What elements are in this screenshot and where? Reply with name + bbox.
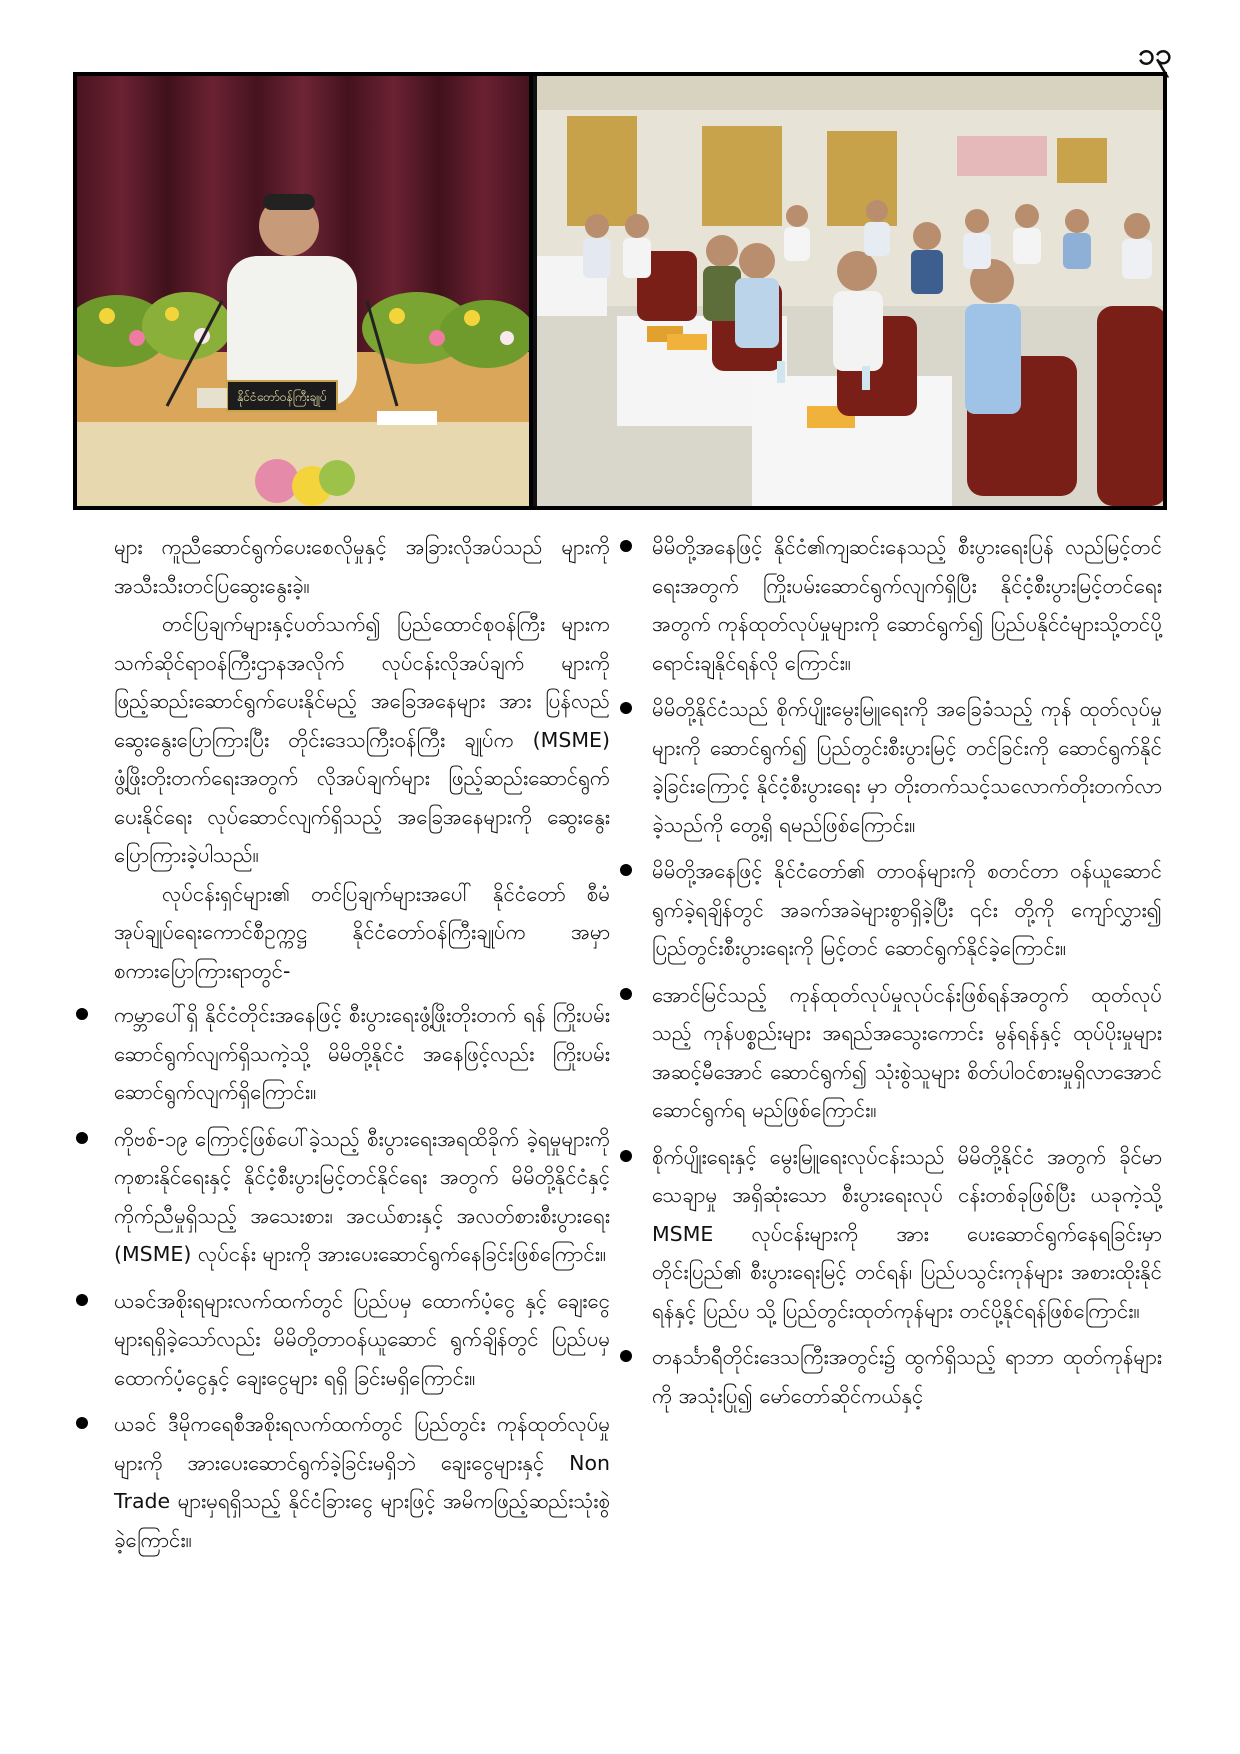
- bullet-icon: [620, 702, 632, 714]
- bullet-icon: [620, 988, 632, 1000]
- bullet-text: မိမိတို့နိုင်ငံသည် စိုက်ပျိုးမွေးမြူရေးကို အခြေခံသည့် ကုန် ထုတ်လုပ်မှုများကို ဆောင်ရွက်၍ ပြည်တွင်းစီးပွားမြင့် တင်ခြင်းကို ဆောင်ရွက်နိုင်ခဲ့ခြင်းကြောင့် နိုင်ငံ့စီးပွားရေး မှာ တိုးတက်သင့်သလောက်တိုးတက်လာခဲ့သည်ကို တွေ့ရှိ ရမည်ဖြစ်ကြောင်း။: [652, 697, 1162, 837]
- audience-photo-illustration: [537, 76, 1163, 506]
- paragraph: များ ကူညီဆောင်ရွက်ပေးစေလိုမှုနှင့် အခြားလိုအပ်သည် များကို အသီးသီးတင်ပြဆွေးနွေးခဲ့။: [114, 535, 610, 598]
- bullet-icon: [76, 1132, 88, 1144]
- bullet-icon: [620, 864, 632, 876]
- audience-photo: [537, 76, 1163, 506]
- bullet-text: ကိုဗစ်-၁၉ ကြောင့်ဖြစ်ပေါ်ခဲ့သည့် စီးပွားရေးအရထိခိုက် ခဲ့ရမှုများကို ကုစားနိုင်ရေးနှင့် နိုင်ငံ့စီးပွားမြင့်တင်နိုင်ရေး အတွက် မိမိတို့နိုင်ငံနှင့် ကိုက်ညီမှုရှိသည့် အသေးစား၊ အငယ်စားနှင့် အလတ်စားစီးပွားရေး (MSME) လုပ်ငန်း များကို အားပေးဆောင်ရွက်နေခြင်းဖြစ်ကြောင်း။: [114, 1126, 610, 1266]
- bullet-icon: [76, 1008, 88, 1020]
- bullet-item: [114, 1120, 610, 1274]
- bullet-icon: [76, 1294, 88, 1306]
- bullet-icon: [620, 1150, 632, 1162]
- bullet-text: တနင်္သာရီတိုင်းဒေသကြီးအတွင်း၌ ထွက်ရှိသည့် ရာဘာ ထုတ်ကုန်များကို အသုံးပြု၍ မော်တော်ဆိုင်ကယ်နှင့်: [652, 1345, 1162, 1408]
- bullet-icon: [620, 540, 632, 552]
- bullet-text: မိမိတို့အနေဖြင့် နိုင်ငံ၏ကျဆင်းနေသည့် စီးပွားရေးပြန် လည်မြင့်တင်ရေးအတွက် ကြိုးပမ်းဆောင်ရွက်လျက်ရှိပြီး နိုင်ငံ့စီးပွားမြင့်တင်ရေးအတွက် ကုန်ထုတ်လုပ်မှုများကို ဆောင်ရွက်၍ ပြည်ပနိုင်ငံများသို့တင်ပို့ရောင်းချနိုင်ရန်လို ကြောင်း။: [652, 535, 1162, 675]
- bullet-item: [636, 528, 1162, 682]
- bullet-text: စိုက်ပျိုးရေးနှင့် မွေးမြူရေးလုပ်ငန်းသည် မိမိတို့နိုင်ငံ အတွက် ခိုင်မာသေချာမှု အရှိဆုံးသော စီးပွားရေးလုပ် ငန်းတစ်ခုဖြစ်ပြီး ယခုကဲ့သို့ MSME လုပ်ငန်းများကို အား ပေးဆောင်ရွက်နေရခြင်းမှာ တိုင်းပြည်၏ စီးပွားရေးမြင့် တင်ရန်၊ ပြည်ပသွင်းကုန်များ အစားထိုးနိုင်ရန်နှင့် ပြည်ပ သို့ ပြည်တွင်းထုတ်ကုန်များ တင်ပို့နိုင်ရန်ဖြစ်ကြောင်း။: [652, 1144, 1162, 1323]
- speaker-photo-illustration: [77, 76, 529, 506]
- bullet-item: [114, 1282, 610, 1398]
- bullet-item: [636, 1138, 1162, 1331]
- bullet-list: [636, 528, 1162, 1415]
- paragraph: တင်ပြချက်များနှင့်ပတ်သက်၍ ပြည်ထောင်စုဝန်ကြီး များက သက်ဆိုင်ရာဝန်ကြီးဌာနအလိုက် လုပ်ငန်းလိုအပ်ချက် များကို ဖြည့်ဆည်းဆောင်ရွက်ပေးနိုင်မည့် အခြေအနေများ အား ပြန်လည်ဆွေးနွေးပြောကြားပြီး တိုင်းဒေသကြီးဝန်ကြီး ချုပ်က (MSME) ဖွံ့ဖြိုးတိုးတက်ရေးအတွက် လိုအပ်ချက်များ ဖြည့်ဆည်းဆောင်ရွက်ပေးနိုင်ရေး လုပ်ဆောင်လျက်ရှိသည့် အခြေအနေများကို ဆွေးနွေးပြောကြားခဲ့ပါသည်။: [114, 612, 610, 867]
- right-column: [636, 528, 1162, 1423]
- bullet-item: [636, 976, 1162, 1130]
- paragraph: လုပ်ငန်းရှင်များ၏ တင်ပြချက်များအပေါ် နိုင်ငံတော် စီမံအုပ်ချုပ်ရေးကောင်စီဥက္ကဋ္ဌ နိုင်ငံတော်ဝန်ကြီးချုပ်က အမှာ စကားပြောကြားရာတွင်-: [114, 881, 610, 983]
- bullet-text: မိမိတို့အနေဖြင့် နိုင်ငံတော်၏ တာဝန်များကို စတင်တာ ဝန်ယူဆောင်ရွက်ခဲ့ရချိန်တွင် အခက်အခဲများစွာရှိခဲ့ပြီး ၎င်း တို့ကို ကျော်လွှား၍ ပြည်တွင်းစီးပွားရေးကို မြင့်တင် ဆောင်ရွက်နိုင်ခဲ့ကြောင်း။: [652, 859, 1162, 960]
- left-column: [114, 528, 610, 1567]
- bullet-item: [636, 1338, 1162, 1415]
- bullet-item: [636, 852, 1162, 968]
- bullet-item: [636, 690, 1162, 844]
- bullet-text: အောင်မြင်သည့် ကုန်ထုတ်လုပ်မှုလုပ်ငန်းဖြစ်ရန်အတွက် ထုတ်လုပ်သည့် ကုန်ပစ္စည်းများ အရည်အသွေးကောင်း မွန်ရန်နှင့် ထုပ်ပိုးမှုများ အဆင့်မီအောင် ဆောင်ရွက်၍ သုံးစွဲသူများ စိတ်ပါဝင်စားမှုရှိလာအောင် ဆောင်ရွက်ရ မည်ဖြစ်ကြောင်း။: [652, 982, 1162, 1122]
- photo-panel: [73, 72, 1167, 510]
- speaker-photo: [77, 76, 537, 506]
- page-number: ၁၃: [1138, 37, 1172, 72]
- bullet-item: [114, 996, 610, 1112]
- bullet-icon: [76, 1417, 88, 1429]
- bullet-icon: [620, 1350, 632, 1362]
- bullet-text: ယခင် ဒီမိုကရေစီအစိုးရလက်ထက်တွင် ပြည်တွင်း ကုန်ထုတ်လုပ်မှုများကို အားပေးဆောင်ရွက်ခဲ့ခြင်းမရှိဘဲ ချေးငွေများနှင့် Non Trade များမှရရှိသည့် နိုင်ငံခြားငွေ များဖြင့် အမိကဖြည့်ဆည်းသုံးစွဲခဲ့ကြောင်း။: [114, 1412, 610, 1552]
- bullet-text: ယခင်အစိုးရများလက်ထက်တွင် ပြည်ပမှ ထောက်ပံ့ငွေ နှင့် ချေးငွေများရရှိခဲ့သော်လည်း မိမိတို့တာဝန်ယူဆောင် ရွက်ချိန်တွင် ပြည်ပမှ ထောက်ပံ့ငွေနှင့် ချေးငွေများ ရရှိ ခြင်းမရှိကြောင်း။: [114, 1288, 610, 1390]
- bullet-list: [114, 996, 610, 1559]
- nameplate-text: နိုင်ငံတော်ဝန်ကြီးချုပ်: [237, 390, 327, 404]
- bullet-item: [114, 1405, 610, 1559]
- bullet-text: ကမ္ဘာပေါ်ရှိ နိုင်ငံတိုင်းအနေဖြင့် စီးပွားရေးဖွံ့ဖြိုးတိုးတက် ရန် ကြိုးပမ်းဆောင်ရွက်လျက်ရှိသကဲ့သို့ မိမိတို့နိုင်ငံ အနေဖြင့်လည်း ကြိုးပမ်းဆောင်ရွက်လျက်ရှိကြောင်း။: [114, 1003, 610, 1104]
